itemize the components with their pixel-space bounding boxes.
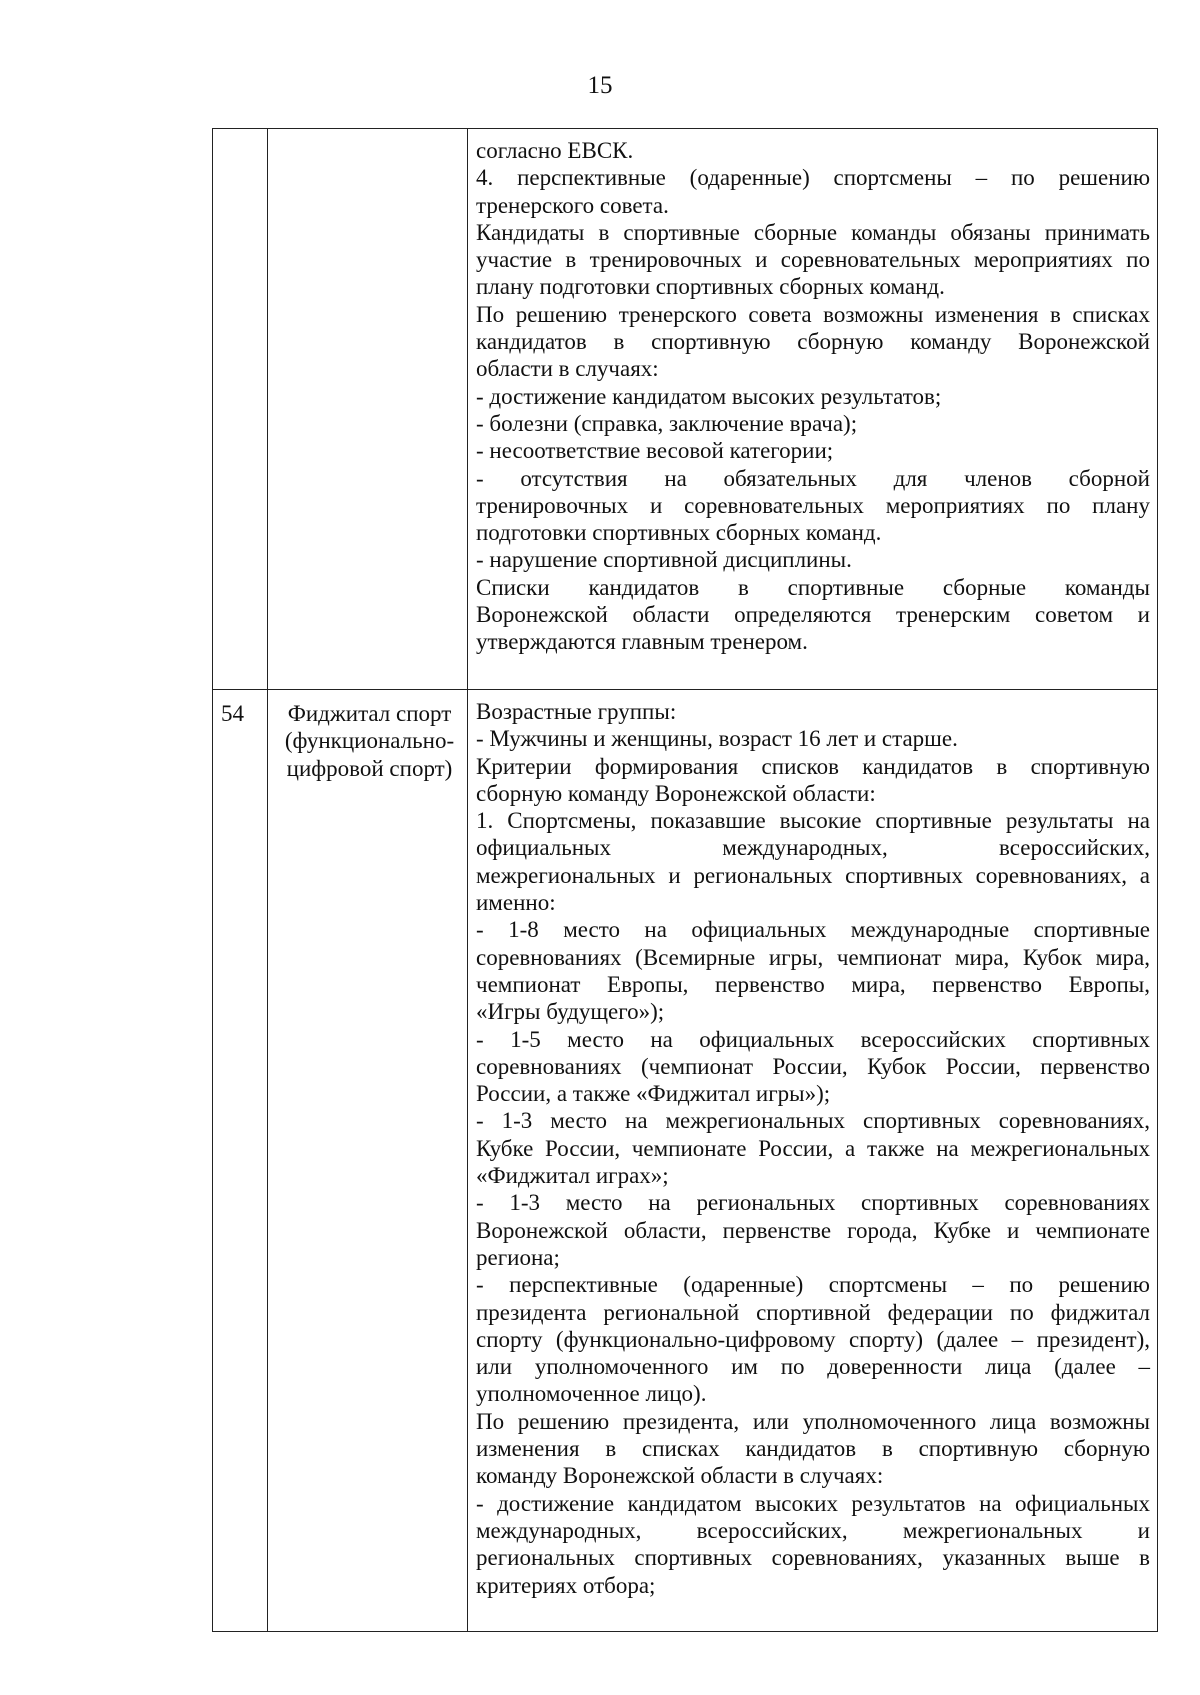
text-line: - достижение кандидатом высоких результатов; [476,383,942,409]
text-line: или уполномоченного им по доверенности лица (далее – [476,1354,1150,1380]
table-row [213,690,1158,1632]
text-line: - несоответствие весовой категории; [476,438,834,464]
criteria-table [212,128,1158,1632]
text-line: межрегиональных и региональных спортивных соревнованиях, а [476,862,1150,888]
text-line: команду Воронежской области в случаях: [476,1463,884,1489]
text-line: соревнованиях (чемпионат России, Кубок России, первенство [476,1053,1150,1079]
text-line: спорту (функционально-цифровому спорту) (далее – президент), [476,1326,1150,1352]
text-line: Кубке России, чемпионате России, а также на межрегиональных [476,1135,1150,1161]
text-line: области в случаях: [476,356,659,382]
text-line: - 1-5 место на официальных всероссийских спортивных [476,1026,1150,1052]
text-line: международных, всероссийских, межрегиональных и [476,1517,1150,1543]
sport-name-cell [268,129,468,690]
text-line: «Игры будущего»); [476,999,665,1025]
text-line: официальных международных, всероссийских, [476,835,1150,861]
text-line: - отсутствия на обязательных для членов сборной [476,465,1150,491]
table-row [213,129,1158,690]
text-line: президента региональной спортивной федерации по фиджитал [476,1299,1150,1325]
text-line: чемпионат Европы, первенство мира, первенство Европы, [476,971,1150,997]
text-line: Кандидаты в спортивные сборные команды обязаны принимать [476,219,1150,245]
text-line: - Мужчины и женщины, возраст 16 лет и старше. [476,726,958,752]
text-line: - перспективные (одаренные) спортсмены – по решению [476,1272,1150,1298]
text-line: - 1-8 место на официальных международные спортивные [476,917,1150,943]
text-line: региональных спортивных соревнованиях, указанных выше в [476,1545,1150,1571]
text-line: Воронежской области определяются тренерским советом и [476,602,1150,628]
row-number-cell [213,129,268,690]
text-line: тренерского совета. [476,192,669,218]
text-line: сборную команду Воронежской области: [476,780,876,806]
page-number: 15 [587,72,613,99]
text-line: - достижение кандидатом высоких результатов на официальных [476,1490,1150,1516]
criteria-description-cell [468,129,1158,690]
text-line: именно: [476,890,556,916]
row-number-cell: 54 [213,690,268,1632]
text-line: Критерии формирования списков кандидатов в спортивную [476,753,1150,779]
text-line: участие в тренировочных и соревновательных мероприятиях по [476,247,1150,273]
text-line: соревнованиях (Всемирные игры, чемпионат мира, Кубок мира, [476,944,1150,970]
text-line: Списки кандидатов в спортивные сборные команды [476,574,1150,600]
text-line: 4. перспективные (одаренные) спортсмены – по решению [476,165,1150,191]
sport-name-cell [268,690,468,1632]
text-line: - 1-3 место на межрегиональных спортивных соревнованиях, [476,1108,1150,1134]
text-line: - болезни (справка, заключение врача); [476,410,858,436]
text-line: кандидатов в спортивную сборную команду Воронежской [476,329,1150,355]
text-line: 1. Спортсмены, показавшие высокие спортивные результаты на [476,808,1150,834]
text-line: - 1-3 место на региональных спортивных соревнованиях [476,1190,1150,1216]
sport-name-line: цифровой спорт) [286,755,453,781]
text-line: изменения в списках кандидатов в спортивную сборную [476,1436,1150,1462]
text-line: По решению президента, или уполномоченного лица возможны [476,1408,1150,1434]
text-line: Воронежской области, первенстве города, Кубке и чемпионате [476,1217,1150,1243]
text-line: Возрастные группы: [476,699,677,724]
text-line: По решению тренерского совета возможны изменения в списках [476,301,1150,327]
text-line: подготовки спортивных сборных команд. [476,520,882,546]
text-line: тренировочных и соревновательных мероприятиях по плану [476,492,1150,518]
text-line: плану подготовки спортивных сборных команд. [476,274,945,300]
text-line: «Фиджитал играх»; [476,1163,669,1189]
text-line: уполномоченное лицо). [476,1381,707,1407]
text-line: России, а также «Фиджитал игры»); [476,1081,831,1107]
text-line: критериях отбора; [476,1572,656,1598]
text-line: утверждаются главным тренером. [476,629,808,655]
text-line: региона; [476,1244,560,1270]
text-line: - нарушение спортивной дисциплины. [476,547,852,573]
sport-name-line: Фиджитал спорт [287,701,452,726]
text-line: согласно ЕВСК. [476,138,634,163]
criteria-description-cell [468,690,1158,1632]
sport-name-line: (функционально- [284,728,455,754]
